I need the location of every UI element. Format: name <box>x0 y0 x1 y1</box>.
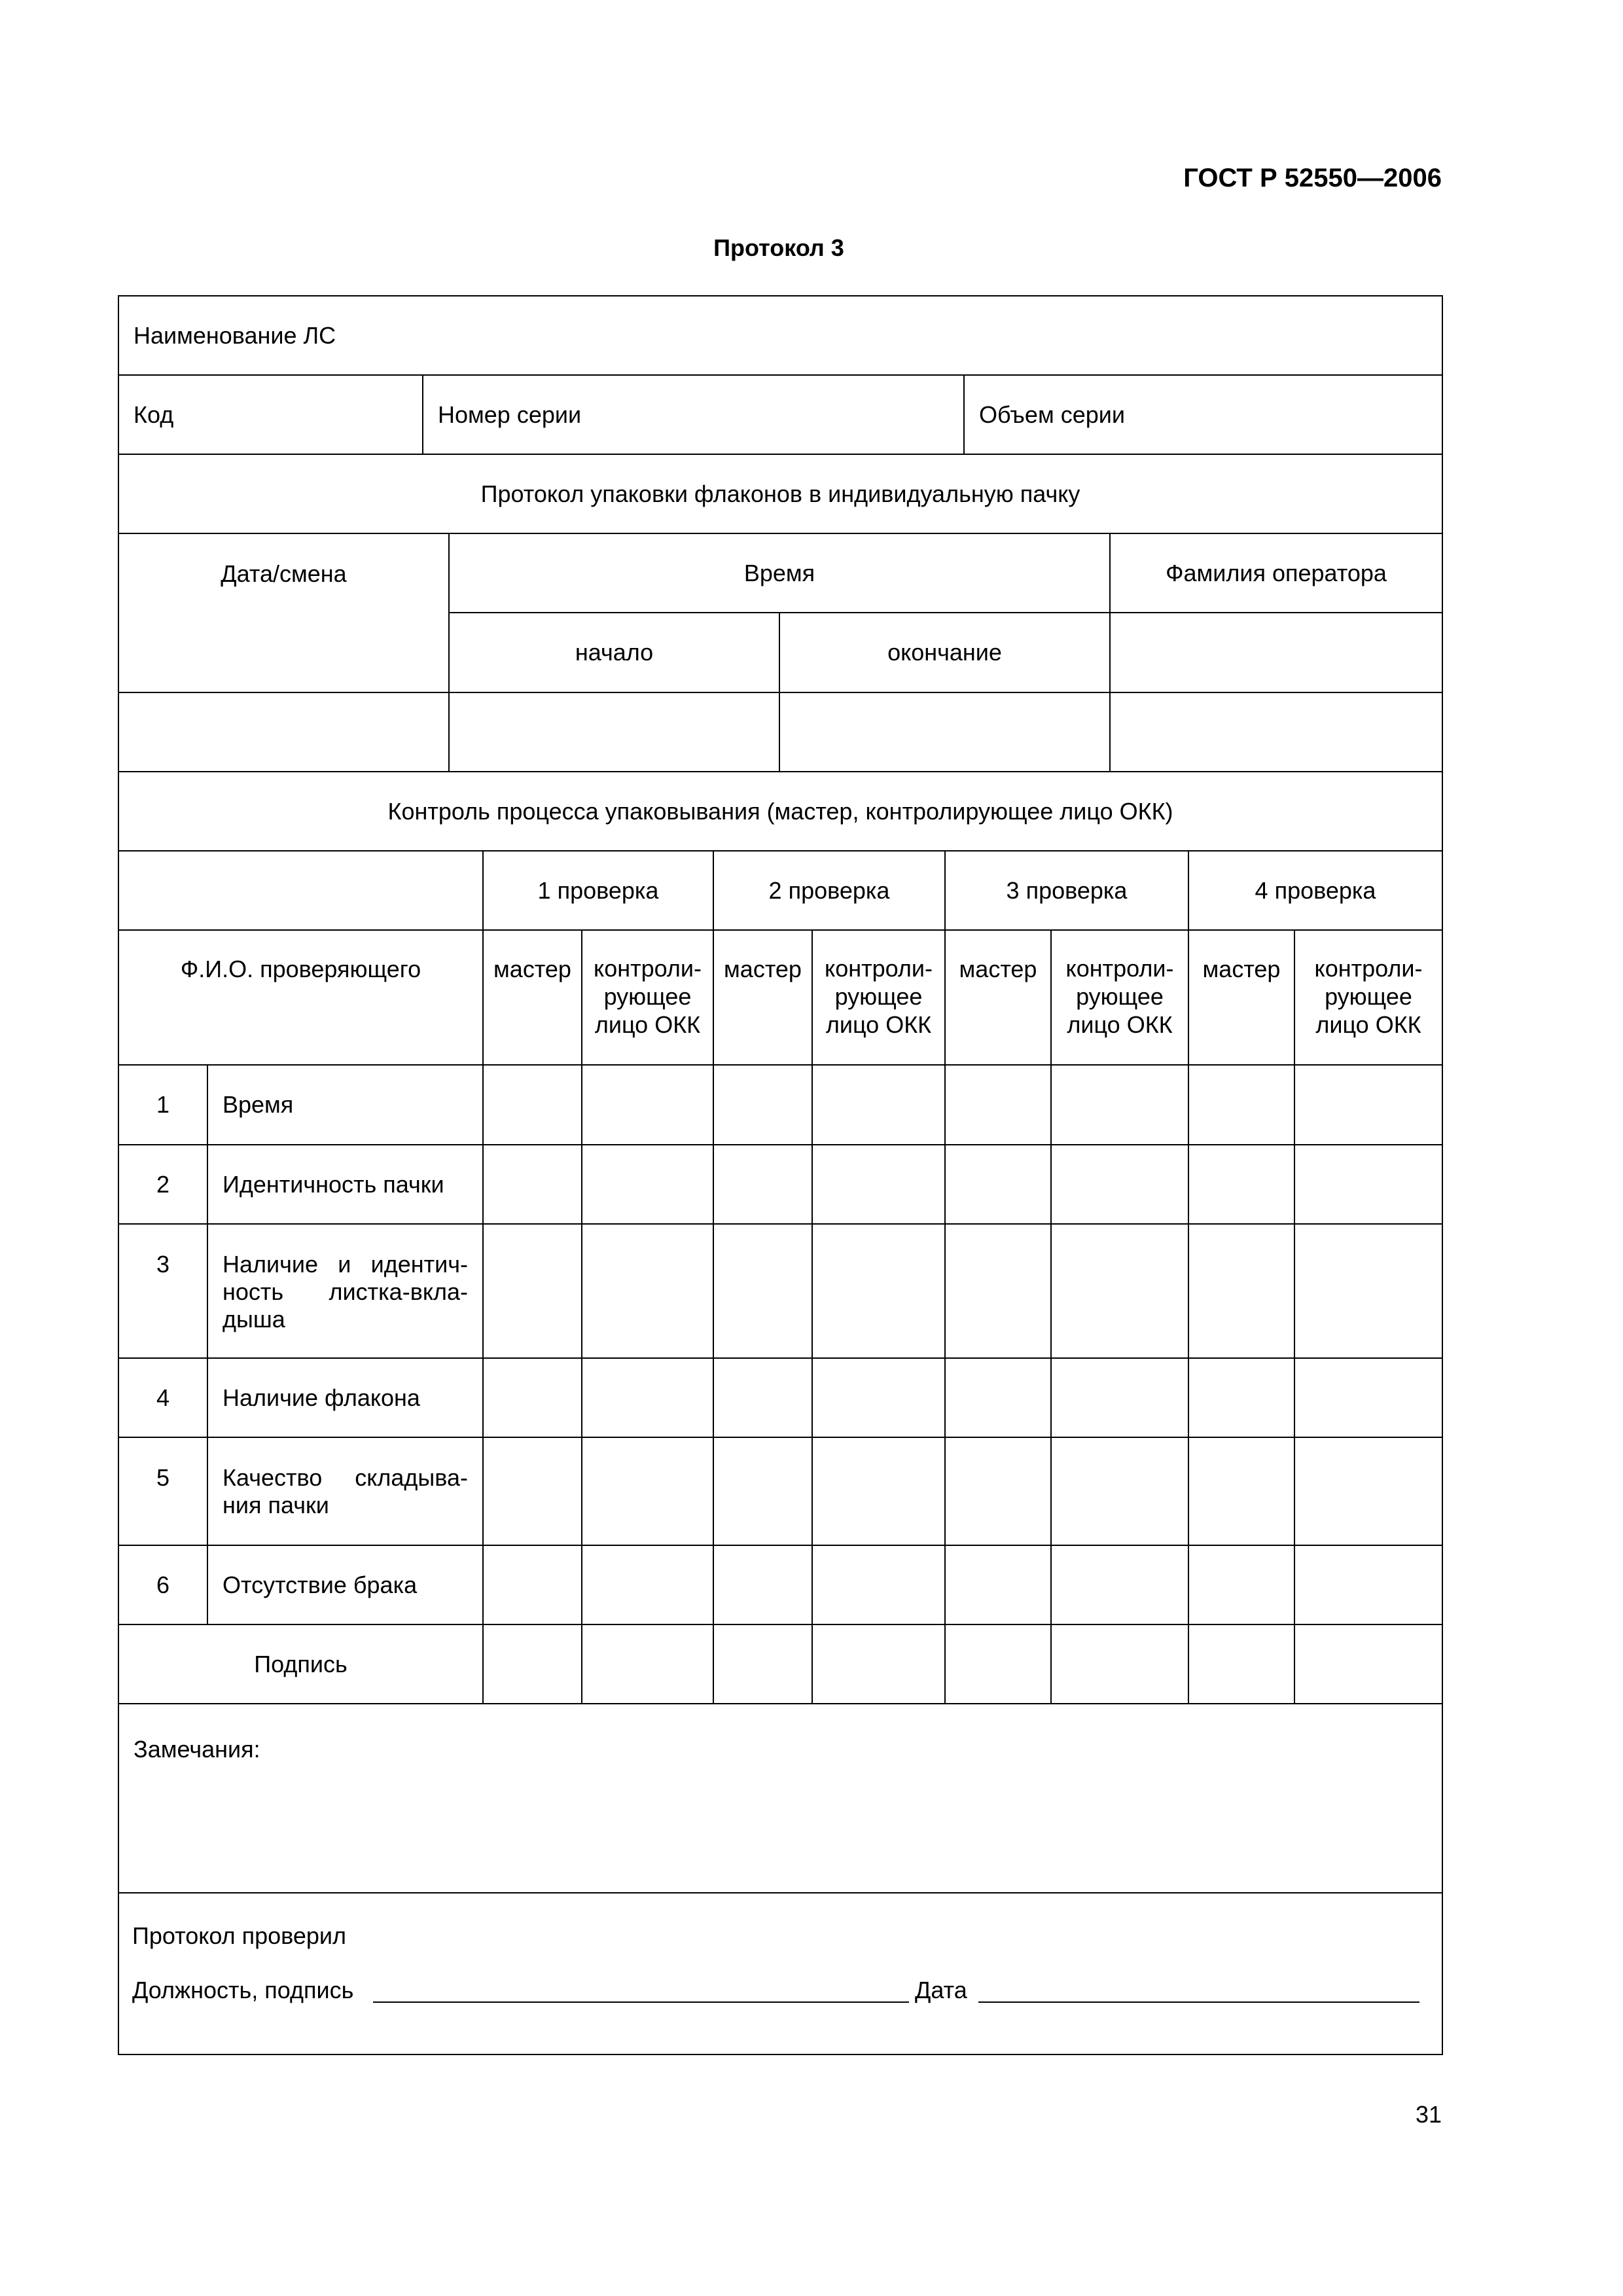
item-number <box>118 1064 208 1145</box>
item-number-text: 5 <box>156 1464 170 1491</box>
end-header-text: окончание <box>887 639 1002 666</box>
check-header-blank <box>118 850 484 931</box>
controller-header-line: рующее <box>1325 983 1412 1010</box>
item-label-line: ния пачки <box>223 1492 329 1518</box>
time-header <box>448 533 1111 613</box>
item-label-line: Идентичность пачки <box>223 1170 444 1198</box>
check-result-cell[interactable] <box>812 1144 946 1225</box>
standard-number: ГОСТ Р 52550—2006 <box>1183 164 1442 192</box>
signature-row-label <box>118 1624 484 1704</box>
check-result-cell[interactable] <box>713 1357 813 1438</box>
check-result-cell[interactable] <box>482 1437 582 1546</box>
item-label-line: Время <box>223 1091 294 1118</box>
check-result-cell[interactable] <box>482 1064 582 1145</box>
item-number-text: 2 <box>156 1170 170 1198</box>
item-number-text: 6 <box>156 1571 170 1598</box>
controller-header-line: рующее <box>834 983 923 1010</box>
item-number <box>118 1545 208 1625</box>
date-line[interactable] <box>978 2001 1419 2003</box>
product-name-field[interactable] <box>118 295 1443 376</box>
item-label-line: Наличие флакона <box>223 1384 420 1411</box>
page-number: 31 <box>1415 2101 1442 2128</box>
controller-header-line: лицо ОКК <box>1315 1011 1421 1038</box>
master-header-text: мастер <box>959 956 1037 982</box>
item-number <box>118 1357 208 1438</box>
check-result-cell[interactable] <box>713 1545 813 1625</box>
signature-cell[interactable] <box>944 1624 1052 1704</box>
packing-entry-cell[interactable] <box>448 692 780 772</box>
end-header <box>779 612 1111 693</box>
signature-cell[interactable] <box>1294 1624 1443 1704</box>
check-result-cell[interactable] <box>581 1064 714 1145</box>
check-header-1 <box>482 850 714 931</box>
check-result-cell[interactable] <box>713 1144 813 1225</box>
check-header-4 <box>1188 850 1443 931</box>
master-header <box>1188 929 1295 1066</box>
item-label <box>207 1223 484 1359</box>
controller-header-line: лицо ОКК <box>825 1011 932 1038</box>
check-result-cell[interactable] <box>944 1144 1052 1225</box>
master-header-text: мастер <box>724 956 802 982</box>
check-header-3-text: 3 проверка <box>1006 876 1128 904</box>
master-header-text: мастер <box>1202 956 1281 982</box>
batch-volume-field-text: Объем серии <box>979 401 1125 428</box>
check-result-cell[interactable] <box>1188 1545 1295 1625</box>
check-result-cell[interactable] <box>713 1064 813 1145</box>
controller-header-line: рующее <box>603 983 692 1010</box>
controller-header <box>1050 929 1189 1066</box>
code-field[interactable] <box>118 374 423 455</box>
check-result-cell[interactable] <box>1294 1437 1443 1546</box>
start-header <box>448 612 780 693</box>
check-result-cell[interactable] <box>1050 1357 1189 1438</box>
batch-number-field-text: Номер серии <box>438 401 582 428</box>
master-header <box>482 929 582 1066</box>
check-result-cell[interactable] <box>944 1223 1052 1359</box>
item-label-line: Качество складыва- <box>223 1464 468 1491</box>
signature-cell[interactable] <box>482 1624 582 1704</box>
item-label <box>207 1437 484 1546</box>
check-result-cell[interactable] <box>1188 1064 1295 1145</box>
item-number <box>118 1144 208 1225</box>
item-number <box>118 1223 208 1359</box>
check-result-cell[interactable] <box>581 1357 714 1438</box>
controller-header-line: рующее <box>1076 983 1164 1010</box>
page-title: Протокол 3 <box>713 234 844 261</box>
check-result-cell[interactable] <box>482 1545 582 1625</box>
inspector-header <box>118 929 484 1066</box>
check-result-cell[interactable] <box>482 1357 582 1438</box>
item-label-line: дыша <box>223 1306 285 1333</box>
item-number-text: 3 <box>156 1251 170 1278</box>
check-result-cell[interactable] <box>1050 1064 1189 1145</box>
controller-header <box>1294 929 1443 1066</box>
item-number <box>118 1437 208 1546</box>
check-result-cell[interactable] <box>1294 1357 1443 1438</box>
inspector-header-text: Ф.И.О. проверяющего <box>180 956 421 982</box>
item-label-line: Наличие и идентич- <box>223 1251 468 1278</box>
check-header-2-text: 2 проверка <box>768 876 890 904</box>
signature-cell[interactable] <box>1188 1624 1295 1704</box>
check-result-cell[interactable] <box>1050 1144 1189 1225</box>
check-header-2 <box>713 850 946 931</box>
check-result-cell[interactable] <box>812 1545 946 1625</box>
signature-cell[interactable] <box>713 1624 813 1704</box>
check-result-cell[interactable] <box>1294 1223 1443 1359</box>
section-packing-title-text: Протокол упаковки флаконов в индивидуальную пачку <box>480 480 1080 507</box>
controller-header <box>581 929 714 1066</box>
signature-cell[interactable] <box>1050 1624 1189 1704</box>
section-control-title-text: Контроль процесса упаковывания (мастер, контролирующее лицо ОКК) <box>387 797 1173 825</box>
section-packing-title <box>118 454 1443 534</box>
packing-entry-cell[interactable] <box>779 692 1111 772</box>
controller-header-line: контроли- <box>825 955 933 982</box>
remarks-field-text: Замечания: <box>134 1736 260 1763</box>
item-label <box>207 1064 484 1145</box>
checked-by-label: Протокол проверил <box>132 1922 347 1949</box>
check-result-cell[interactable] <box>812 1223 946 1359</box>
packing-entry-cell[interactable] <box>1109 692 1443 772</box>
signature-cell[interactable] <box>812 1624 946 1704</box>
signature-row-label-text: Подпись <box>254 1650 348 1677</box>
controller-header <box>812 929 946 1066</box>
checked-by-section <box>118 1892 1443 2055</box>
controller-header-line: лицо ОКК <box>1067 1011 1173 1038</box>
product-name-field-text: Наименование ЛС <box>134 321 336 349</box>
operator-header-text: Фамилия оператора <box>1166 559 1387 586</box>
master-header <box>944 929 1052 1066</box>
check-result-cell[interactable] <box>581 1545 714 1625</box>
operator-header <box>1109 533 1443 613</box>
operator-subheader-blank <box>1109 612 1443 693</box>
check-header-4-text: 4 проверка <box>1255 876 1376 904</box>
signature-cell[interactable] <box>581 1624 714 1704</box>
check-result-cell[interactable] <box>581 1437 714 1546</box>
batch-volume-field[interactable] <box>963 374 1443 455</box>
batch-number-field[interactable] <box>422 374 965 455</box>
master-header <box>713 929 813 1066</box>
check-result-cell[interactable] <box>581 1223 714 1359</box>
code-field-text: Код <box>134 401 174 428</box>
check-result-cell[interactable] <box>944 1357 1052 1438</box>
check-result-cell[interactable] <box>1188 1144 1295 1225</box>
item-label <box>207 1545 484 1625</box>
item-label-line: Отсутствие брака <box>223 1571 418 1598</box>
check-result-cell[interactable] <box>1050 1437 1189 1546</box>
item-label <box>207 1144 484 1225</box>
section-control-title <box>118 771 1443 852</box>
item-label-line: ность листка-вкла- <box>223 1278 468 1305</box>
check-result-cell[interactable] <box>944 1064 1052 1145</box>
controller-header-line: контроли- <box>1065 955 1174 982</box>
item-number-text: 4 <box>156 1384 170 1411</box>
item-number-text: 1 <box>156 1091 170 1118</box>
check-result-cell[interactable] <box>1050 1223 1189 1359</box>
check-result-cell[interactable] <box>1294 1545 1443 1625</box>
check-result-cell[interactable] <box>812 1357 946 1438</box>
check-result-cell[interactable] <box>944 1437 1052 1546</box>
check-result-cell[interactable] <box>1188 1223 1295 1359</box>
check-result-cell[interactable] <box>713 1437 813 1546</box>
time-header-text: Время <box>743 559 815 586</box>
check-result-cell[interactable] <box>1050 1545 1189 1625</box>
check-result-cell[interactable] <box>1294 1144 1443 1225</box>
date-shift-header-text: Дата/смена <box>221 560 347 587</box>
start-header-text: начало <box>575 639 654 666</box>
check-result-cell[interactable] <box>944 1545 1052 1625</box>
remarks-field[interactable] <box>118 1703 1443 1893</box>
check-result-cell[interactable] <box>1188 1357 1295 1438</box>
controller-header-line: лицо ОКК <box>594 1011 701 1038</box>
check-result-cell[interactable] <box>713 1223 813 1359</box>
position-signature-label: Должность, подпись <box>132 1977 354 2003</box>
date-label: Дата <box>915 1977 967 2003</box>
controller-header-line: контроли- <box>594 955 702 982</box>
controller-header-line: контроли- <box>1314 955 1423 982</box>
check-result-cell[interactable] <box>482 1144 582 1225</box>
check-header-3 <box>944 850 1189 931</box>
check-result-cell[interactable] <box>482 1223 582 1359</box>
check-result-cell[interactable] <box>1188 1437 1295 1546</box>
date-shift-header <box>118 533 450 693</box>
check-result-cell[interactable] <box>812 1064 946 1145</box>
item-label <box>207 1357 484 1438</box>
packing-entry-cell[interactable] <box>118 692 450 772</box>
master-header-text: мастер <box>493 956 571 982</box>
check-result-cell[interactable] <box>812 1437 946 1546</box>
check-result-cell[interactable] <box>1294 1064 1443 1145</box>
check-header-1-text: 1 проверка <box>537 876 659 904</box>
check-result-cell[interactable] <box>581 1144 714 1225</box>
position-signature-line[interactable] <box>373 2001 909 2003</box>
